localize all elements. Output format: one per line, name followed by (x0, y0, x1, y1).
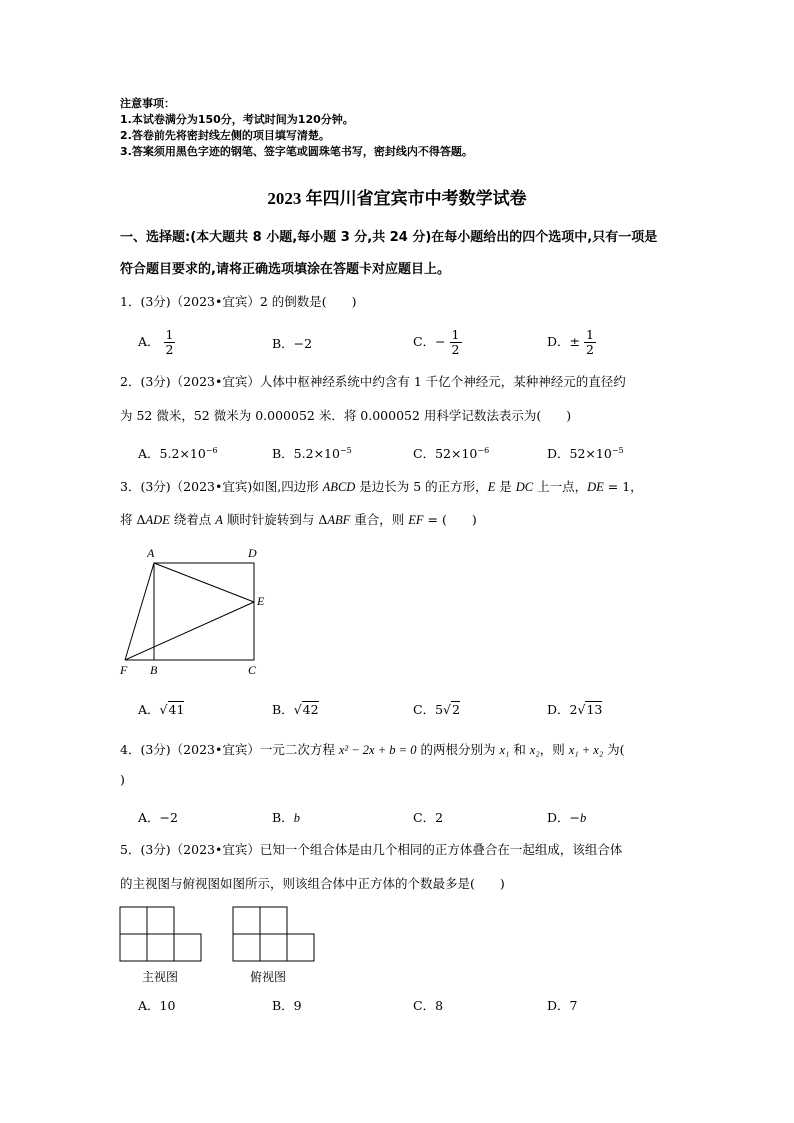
question-2-line-1: 2．(3分)（2023•宜宾）人体中枢神经系统中约含有 1 千亿个神经元，某种神经元的直径约 (120, 374, 626, 389)
question-4-line-2: ) (120, 772, 125, 787)
section-1-line-1: 一、选择题:(本大题共 8 小题,每小题 3 分,共 24 分)在每小题给出的四个选项中,只有一项是 (120, 230, 658, 245)
q5-option-b: B．9 (272, 998, 302, 1013)
q1-option-a: A． $\frac{1}{2}$ (138, 327, 174, 357)
square-abcd (154, 563, 254, 660)
front-view-figure (118, 905, 208, 965)
label-f: F (120, 663, 128, 677)
label-a: A (147, 546, 155, 560)
q3-option-c: C．5√2 (413, 702, 460, 717)
square-rotation-figure (112, 540, 282, 685)
label-c: C (248, 663, 257, 677)
notice-item-2: 2.答卷前先将密封线左侧的项目填写清楚。 (120, 129, 330, 142)
question-3-line-2: 将 ΔADE 绕着点 A 顺时针旋转到与 ΔABF 重合，则 EF = ( ) (120, 512, 477, 527)
top-view-caption: 俯视图 (250, 970, 287, 984)
q3-option-b: B．√42 (272, 702, 319, 717)
q2-option-b: B．$5.2\times 10^{-5}$ (272, 445, 352, 461)
question-2-line-2: 为 52 微米，52 微米为 0.000052 米．将 0.000052 用科学记数法表示为( ) (120, 408, 572, 423)
question-3-line-1: 3．(3分)（2023•宜宾)如图,四边形 ABCD 是边长为 5 的正方形，E 是 DC 上一点，DE = 1， (120, 479, 643, 494)
q1-option-b: B．−2 (272, 336, 313, 351)
q4-option-a: A．−2 (138, 810, 178, 825)
question-5-line-1: 5．(3分)（2023•宜宾）已知一个组合体是由几个相同的正方体叠合在一起组成，该组合体 (120, 842, 623, 857)
q1-option-d: D．± $\frac{1}{2}$ (547, 327, 594, 357)
q2-option-a: A．$5.2\times 10^{-6}$ (138, 445, 218, 461)
question-1-text: 1．(3分)（2023•宜宾）2 的倒数是( ) (120, 294, 357, 309)
q4-option-d: D．−b (547, 810, 587, 825)
label-e: E (257, 594, 265, 608)
label-b: B (150, 663, 158, 677)
segment-fe (125, 602, 254, 660)
segment-ae (154, 563, 254, 602)
q2-option-c: C．$52\times 10^{-6}$ (413, 445, 490, 461)
exam-title: 2023 年四川省宜宾市中考数学试卷 (267, 189, 527, 208)
q3-option-d: D．2√13 (547, 702, 603, 717)
q5-option-a: A．10 (138, 998, 176, 1013)
q4-option-c: C．2 (413, 810, 444, 825)
notice-block (120, 96, 473, 160)
notice-item-3: 3.答案须用黑色字迹的钢笔、签字笔或圆珠笔书写，密封线内不得答题。 (120, 145, 473, 158)
segment-af (125, 563, 154, 660)
q4-option-b: B．b (272, 810, 300, 825)
front-view-caption: 主视图 (142, 970, 179, 984)
section-1-line-2: 符合题目要求的,请将正确选项填涂在答题卡对应题目上。 (120, 262, 450, 277)
question-4-line-1: 4．(3分)（2023•宜宾）一元二次方程 x² − 2x + b = 0 的两根分别为 x₁ 和 x₂，则 x₁ + x₂ 为( (120, 742, 625, 757)
q3-option-a: A．√41 (138, 702, 185, 717)
top-view-figure (231, 905, 321, 965)
q1-option-c: C．− $\frac{1}{2}$ (413, 327, 460, 357)
q5-option-d: D．7 (547, 998, 578, 1013)
notice-heading: 注意事项： (120, 97, 175, 110)
label-d: D (248, 546, 257, 560)
q5-option-c: C．8 (413, 998, 444, 1013)
question-5-line-2: 的主视图与俯视图如图所示，则该组合体中正方体的个数最多是( ) (120, 876, 505, 891)
notice-item-1: 1.本试卷满分为150分，考试时间为120分钟。 (120, 113, 354, 126)
q2-option-d: D．$52\times 10^{-5}$ (547, 445, 624, 461)
